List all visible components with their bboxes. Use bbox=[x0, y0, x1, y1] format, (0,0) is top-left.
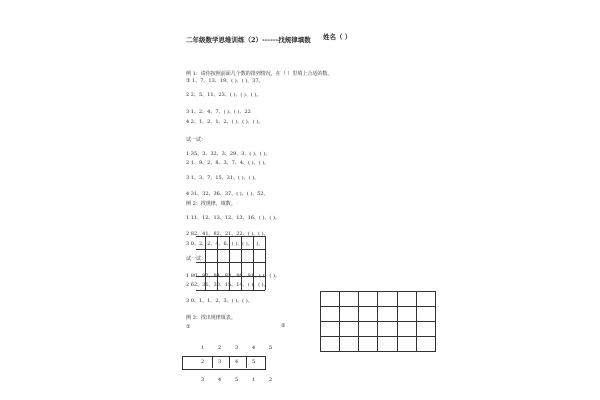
try-2-line-3: 3 0、1、1、2、3、( )、( )。 bbox=[186, 298, 253, 304]
middle-row-number: 2 bbox=[201, 359, 205, 365]
grid-line bbox=[229, 236, 230, 290]
grid-line bbox=[241, 236, 242, 290]
try-1-line-1: 1 35、3、32、3、29、3、( )、( )。 bbox=[186, 151, 271, 157]
top-row-number: 3 bbox=[235, 345, 239, 351]
grid-line bbox=[212, 356, 213, 368]
example-1-heading: 例 1：请你按照前面几个数的排列情况，在（ ）里填上合适的数。 bbox=[186, 71, 333, 77]
example-3-marker-2: ② bbox=[281, 323, 286, 329]
example-2-heading: 例 2：找规律，填数。 bbox=[186, 201, 236, 207]
grid-line bbox=[265, 236, 266, 290]
middle-row-number: 5 bbox=[252, 359, 256, 365]
bottom-row-number: 3 bbox=[201, 377, 205, 383]
bottom-row-number: 4 bbox=[218, 377, 222, 383]
example-1-line-2: 2 2、5、11、23、( )、( )、( )。 bbox=[186, 92, 262, 98]
grid-line bbox=[196, 262, 265, 263]
try-1-line-3: 3 1、3、7、15、31、( )、( )。 bbox=[186, 175, 260, 181]
middle-row-number: 3 bbox=[218, 359, 222, 365]
grid-line bbox=[246, 356, 247, 368]
grid-line bbox=[217, 236, 218, 290]
try-1-line-4: 4 31、32、36、37、( )、( )、52。 bbox=[186, 191, 269, 197]
try-2-line-2: 2 62、31、30、15、14、( )、( )。 bbox=[186, 282, 269, 288]
try-1-line-2: 2 1、9、2、8、3、7、4、( )、( )。 bbox=[186, 160, 270, 166]
try-2-line-1: 1 80、82、84、83、86、81、( )、( )。 bbox=[186, 273, 280, 279]
grid-line bbox=[196, 276, 265, 277]
example-1-line-1: ① 1、7、13、19、( )、( )、37。 bbox=[186, 78, 264, 84]
try-2-heading: 试一试： bbox=[186, 256, 207, 262]
grid-line bbox=[196, 290, 265, 291]
middle-row-number: 4 bbox=[235, 359, 239, 365]
top-row-number: 2 bbox=[218, 345, 222, 351]
try-1-heading: 试一试： bbox=[186, 137, 207, 143]
example-1-line-3: 3 1、2、4、7、( )、( )、22 bbox=[186, 109, 251, 115]
bottom-row-number: 1 bbox=[252, 377, 256, 383]
example-1-line-4: 4 2、1、2、1、2、( )、( )、( )。 bbox=[186, 119, 264, 125]
bottom-row-number: 5 bbox=[235, 377, 239, 383]
example-3-heading: 例 3：找出规律填表。 bbox=[186, 315, 236, 321]
blank-fill-table bbox=[320, 291, 436, 352]
example-2-line-3: 3 0、2、2、4、6、( )、( )、( )。 bbox=[186, 241, 264, 247]
top-row-number: 1 bbox=[201, 345, 205, 351]
example-3-marker-1: ① bbox=[186, 324, 191, 330]
grid-line bbox=[205, 236, 206, 290]
example-2-line-1: 1 11、12、13、12、13、16、( )、( )。 bbox=[186, 215, 280, 221]
grid-line bbox=[196, 236, 265, 237]
grid-line bbox=[253, 236, 254, 290]
top-row-number: 5 bbox=[269, 345, 273, 351]
grid-line bbox=[229, 356, 230, 368]
top-row-number: 4 bbox=[252, 345, 256, 351]
example-2-line-2: 2 82、41、82、21、22、( )、( )。 bbox=[186, 231, 269, 237]
bottom-row-number: 2 bbox=[269, 377, 273, 383]
worksheet-title: 二年级数学思维训练（2）------找规律填数 bbox=[186, 36, 311, 44]
name-field-label: 姓名（ ） bbox=[323, 33, 352, 41]
grid-line bbox=[196, 249, 265, 250]
